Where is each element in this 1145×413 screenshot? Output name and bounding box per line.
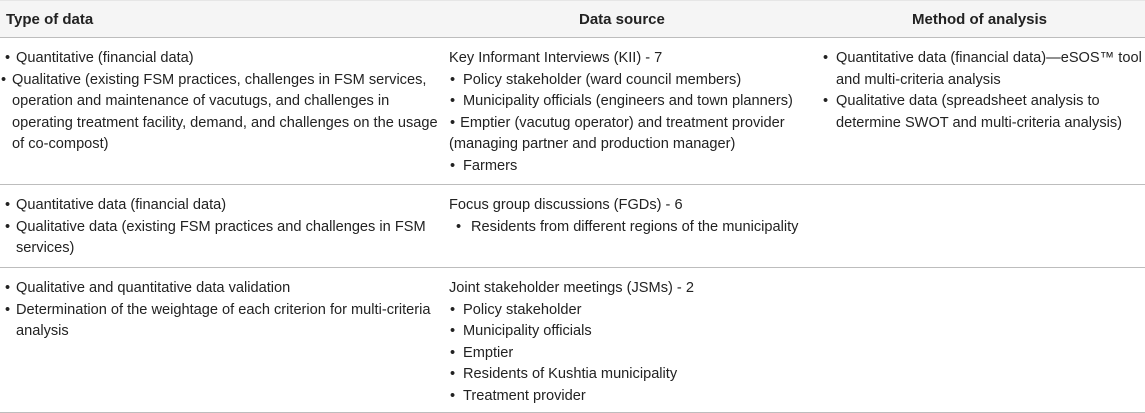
list-item: • Residents of Kushtia municipality [449, 364, 814, 386]
table-row [0, 38, 1145, 185]
bullet-icon: • [450, 366, 456, 382]
bullet-icon: • [823, 93, 829, 109]
data-source-title: Focus group discussions (FGDs) - 6 [449, 197, 683, 213]
bullet-icon: • [5, 280, 11, 296]
bullet-icon: • [5, 218, 11, 235]
type-of-data-cell [0, 195, 440, 260]
list-item: • Municipality officials [449, 321, 814, 343]
table-header-row [0, 0, 1145, 38]
data-source-cell [449, 278, 814, 407]
bullet-icon: • [456, 218, 462, 235]
bullet-icon: • [450, 323, 456, 339]
header-method-of-analysis: Method of analysis [912, 11, 1048, 28]
bullet-icon: • [450, 157, 456, 174]
bullet-icon: • [450, 344, 456, 361]
method-of-analysis-cell [818, 48, 1143, 134]
data-source-cell [449, 48, 814, 177]
list-item: • Policy stakeholder (ward council members) [449, 70, 814, 92]
bullet-icon: • [450, 301, 456, 318]
table-row [0, 268, 1145, 413]
list-item: • Farmers [449, 156, 814, 178]
list-item: • Quantitative (financial data) [0, 48, 440, 70]
header-type-of-data: Type of data [6, 11, 94, 28]
data-source-title: Joint stakeholder meetings (JSMs) - 2 [449, 280, 694, 296]
bullet-icon: • [823, 50, 829, 66]
bullet-icon: • [5, 301, 11, 318]
bullet-icon: • [450, 387, 456, 404]
data-source-title: Key Informant Interviews (KII) - 7 [449, 50, 663, 66]
list-item: • Emptier (vacutug operator) and treatment provider (managing partner and production manager) [449, 114, 785, 152]
list-item: • Residents from different regions of the municipality [449, 217, 814, 239]
type-of-data-cell [0, 278, 440, 343]
list-item: • Quantitative data (financial data)—eSOS™ tool and multi-criteria analysis [823, 50, 1142, 88]
header-data-source: Data source [579, 11, 665, 28]
bullet-icon: • [5, 197, 11, 213]
list-item: • Qualitative data (spreadsheet analysis to determine SWOT and multi-criteria analysis) [823, 93, 1123, 131]
list-item: • Qualitative and quantitative data validation [0, 278, 440, 300]
list-item: • Qualitative data (existing FSM practices and challenges in FSM services) [5, 218, 426, 256]
list-item: • Municipality officials (engineers and town planners) [449, 91, 814, 113]
type-of-data-cell [0, 48, 440, 156]
list-item: • Policy stakeholder [449, 300, 814, 322]
table-row [0, 185, 1145, 268]
data-source-cell [449, 195, 814, 238]
bullet-icon: • [450, 114, 456, 131]
bullet-icon: • [450, 93, 456, 109]
list-item: • Determination of the weightage of each criterion for multi-criteria analysis [5, 301, 431, 339]
bullet-icon: • [5, 50, 11, 66]
list-item: • Qualitative (existing FSM practices, challenges in FSM services, operation and maintenance of vacutugs, and challenges in operating treatment facility, demand, and challenges on the usage of co-compost) [1, 71, 438, 152]
bullet-icon: • [450, 71, 456, 88]
list-item: • Treatment provider [449, 386, 814, 408]
bullet-icon: • [1, 71, 7, 88]
list-item: • Emptier [449, 343, 814, 365]
list-item: • Quantitative data (financial data) [0, 195, 440, 217]
